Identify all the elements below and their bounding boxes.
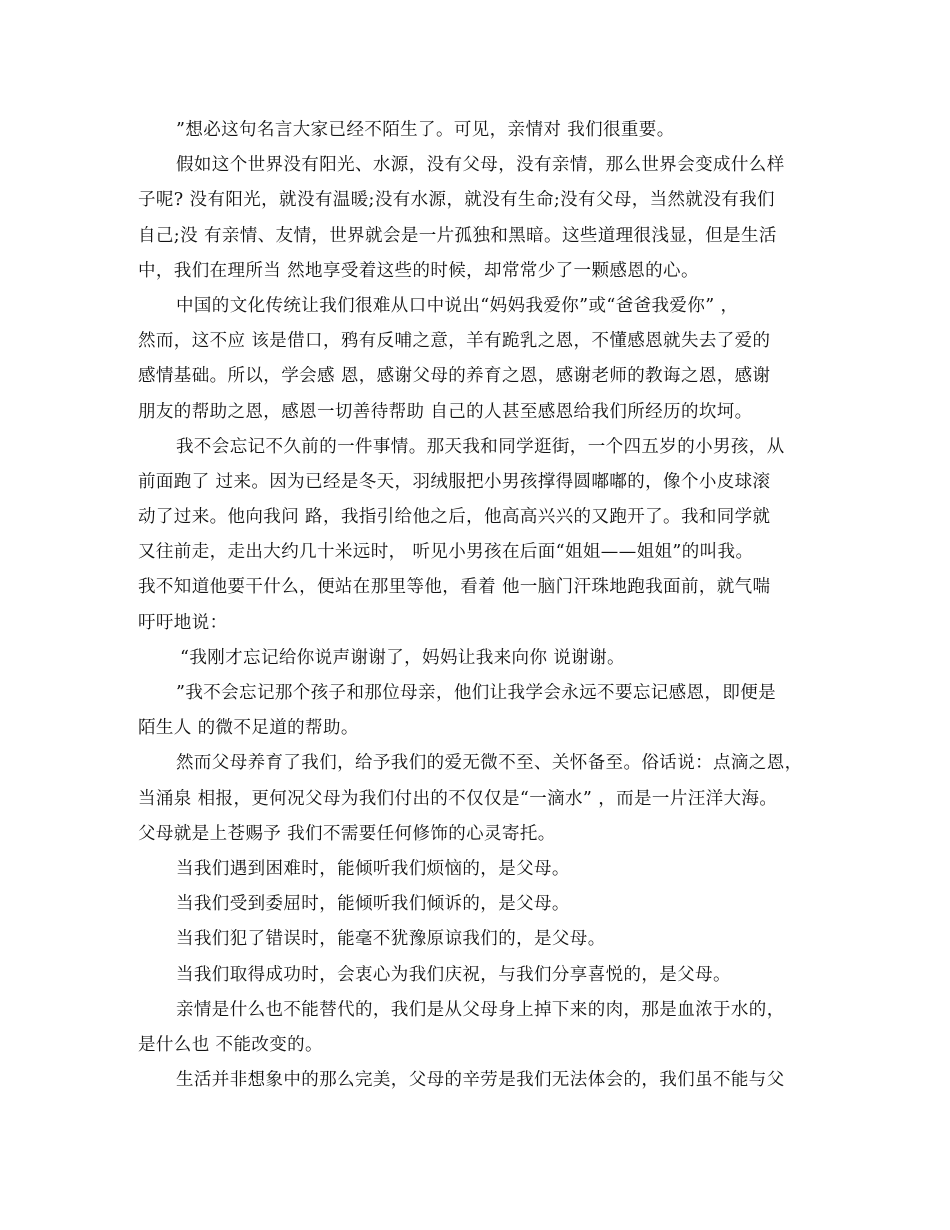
- document-body: [138, 113, 818, 1098]
- text-line: 然而父母养育了我们，给予我们的爱无微不至、关怀备至。俗话说：点滴之恩，: [176, 753, 803, 774]
- text-line: 当我们受到委屈时，能倾听我们倾诉的，是父母。: [176, 894, 570, 915]
- text-line: 亲情是什么也不能替代的，我们是从父母身上掉下来的肉，那是血浓于水的，: [176, 999, 785, 1020]
- text-line: 生活并非想象中的那么完美，父母的辛劳是我们无法体会的，我们虽不能与父: [176, 1070, 785, 1091]
- text-line: 动了过来。他向我问 路，我指引给他之后，他高高兴兴的又跑开了。我和同学就: [138, 507, 771, 528]
- text-line: 假如这个世界没有阳光、水源，没有父母，没有亲情，那么世界会变成什么样: [176, 155, 785, 176]
- text-line: 子呢? 没有阳光，就没有温暖;没有水源，就没有生命;没有父母，当然就没有我们: [138, 190, 775, 211]
- text-line: 前面跑了 过来。因为已经是冬天，羽绒服把小男孩撑得圆嘟嘟的，像个小皮球滚: [138, 471, 771, 492]
- text-line: 中国的文化传统让我们很难从口中说出“妈妈我爱你”或“爸爸我爱你” ，: [176, 295, 739, 316]
- text-line: 吁吁地说：: [138, 612, 228, 633]
- text-line: 父母就是上苍赐予 我们不需要任何修饰的心灵寄托。: [138, 823, 556, 844]
- text-line: 朋友的帮助之恩，感恩一切善待帮助 自己的人甚至感恩给我们所经历的坎坷。: [138, 401, 753, 422]
- text-line: 当我们遇到困难时，能倾听我们烦恼的，是父母。: [176, 858, 570, 879]
- text-line: 是什么也 不能改变的。: [138, 1034, 323, 1055]
- text-line: 当涌泉 相报，更何况父母为我们付出的不仅仅是“一滴水” ，而是一片汪洋大海。: [138, 788, 778, 809]
- text-line: 我不知道他要干什么，便站在那里等他，看着 他一脑门汗珠地跑我面前，就气喘: [138, 577, 771, 598]
- text-line: ”想必这句名言大家已经不陌生了。可见，亲情对 我们很重要。: [176, 120, 675, 140]
- text-line: 感情基础。所以，学会感 恩，感谢父母的养育之恩，感谢老师的教诲之恩，感谢: [138, 366, 771, 387]
- text-line: ”我不会忘记那个孩子和那位母亲，他们让我学会永远不要忘记感恩，即便是: [176, 683, 777, 703]
- text-line: 中，我们在理所当 然地享受着这些的时候，却常常少了一颗感恩的心。: [138, 260, 699, 281]
- text-line: 又往前走，走出大约几十米远时， 听见小男孩在后面“姐姐——姐姐”的叫我。: [138, 542, 754, 563]
- text-line: 然而，这不应 该是借口，鸦有反哺之意，羊有跪乳之恩，不懂感恩就失去了爱的: [138, 331, 771, 352]
- text-line: 自己;没 有亲情、友情，世界就会是一片孤独和黑暗。这些道理很浅显，但是生活: [138, 225, 777, 246]
- text-line: “我刚才忘记给你说声谢谢了，妈妈让我来向你 说谢谢。: [180, 647, 625, 668]
- text-line: 当我们犯了错误时，能毫不犹豫原谅我们的，是父母。: [176, 929, 606, 950]
- text-line: 我不会忘记不久前的一件事情。那天我和同学逛街，一个四五岁的小男孩，从: [176, 436, 785, 457]
- text-line: 当我们取得成功时，会衷心为我们庆祝，与我们分享喜悦的，是父母。: [176, 964, 731, 985]
- text-line: 陌生人 的微不足道的帮助。: [138, 718, 359, 739]
